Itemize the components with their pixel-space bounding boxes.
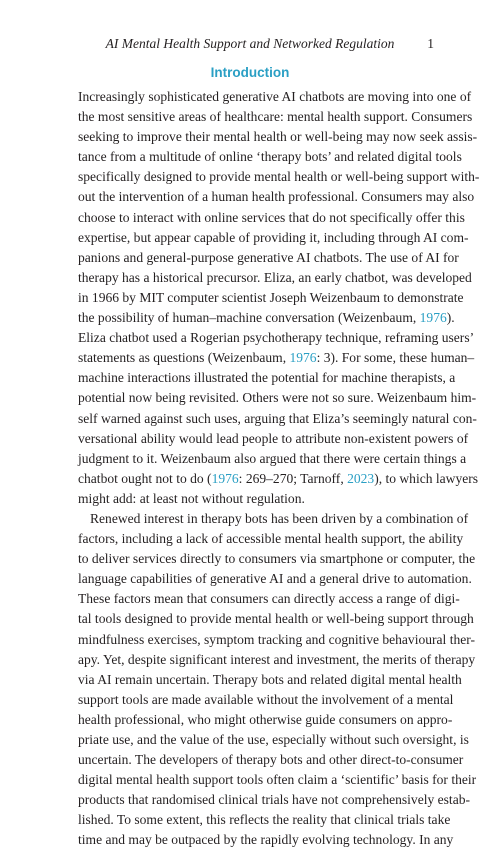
text-line: seeking to improve their mental health or well-being may now seek assis- — [78, 129, 478, 145]
text-line: choose to interact with online services that do not specifically offer this — [78, 209, 465, 225]
text-line: These factors mean that consumers can directly access a range of digi- — [78, 591, 460, 607]
text-line: tance from a multitude of online ‘therapy bots’ and related digital tools — [78, 149, 462, 165]
text-line: versational ability would lead people to attribute non-existent powers of — [78, 430, 469, 446]
text-line: Eliza chatbot used a Rogerian psychotherapy technique, reframing users’ — [78, 330, 475, 346]
text-line: out the intervention of a human health professional. Consumers may also — [78, 189, 475, 205]
text-line: Renewed interest in therapy bots has been driven by a combination of — [90, 510, 469, 526]
text-line: self warned against such uses, arguing that Eliza’s seemingly natural con- — [78, 410, 477, 426]
text-line: via AI remain uncertain. Therapy bots and related digital mental health — [78, 671, 462, 687]
text-line: tal tools designed to provide mental health or well-being support through — [78, 611, 474, 627]
text-line: time and may be outpaced by the rapidly evolving technology. In any — [78, 832, 454, 848]
text-line: mindfulness exercises, symptom tracking and cognitive behavioural ther- — [78, 631, 475, 647]
text-line: chatbot ought not to do (1976: 269–270; Tarnoff, 2023), to which lawyers — [78, 470, 479, 486]
text-line: statements as questions (Weizenbaum, 1976: 3). For some, these human– — [78, 350, 475, 366]
text-line: might add: at least not without regulation. — [78, 490, 305, 506]
citation-link[interactable]: 2023 — [347, 470, 375, 486]
text-line: panions and general-purpose generative AI chatbots. The use of AI for — [78, 249, 459, 265]
text-line: uncertain. The developers of therapy bots and other direct-to-consumer — [78, 752, 464, 768]
text-line: priate use, and the value of the use, especially without such oversight, is — [78, 732, 469, 747]
text-line: support tools are made available without the involvement of a mental — [78, 691, 454, 707]
text-line: digital mental health support tools often claim a ‘scientific’ basis for their — [78, 772, 477, 788]
paragraph-2 — [78, 509, 477, 851]
text-line: specifically designed to provide mental health or well-being support with- — [78, 169, 480, 185]
citation-link[interactable]: 1976 — [419, 310, 447, 326]
text-line: judgment to it. Weizenbaum also argued that there were certain things a — [78, 450, 467, 466]
text-line: Increasingly sophisticated generative AI chatbots are moving into one of — [78, 89, 472, 104]
text-line: lished. To some extent, this reflects the reality that clinical trials take — [78, 812, 451, 828]
text-line: to deliver services directly to consumers via smartphone or computer, the — [78, 551, 476, 567]
body-text — [78, 87, 480, 851]
page-number: 1 — [427, 36, 434, 51]
text-line: the most sensitive areas of healthcare: mental health support. Consumers — [78, 109, 473, 125]
text-line: expertise, but appear capable of providing it, including through AI com- — [78, 229, 469, 245]
text-line: potential now being revisited. Others were not so sure. Weizenbaum him- — [78, 390, 477, 406]
text-line: the possibility of human–machine conversation (Weizenbaum, 1976). — [78, 310, 455, 326]
running-head: AI Mental Health Support and Networked Regulation — [105, 36, 395, 51]
text-line: factors, including a lack of accessible mental health support, the ability — [78, 531, 464, 547]
citation-link[interactable]: 1976 — [211, 470, 239, 486]
paragraph-1 — [78, 87, 480, 509]
text-line: machine interactions illustrated the potential for machine therapists, a — [78, 370, 456, 386]
section-title: Introduction — [210, 65, 290, 80]
citation-link[interactable]: 1976 — [289, 350, 317, 366]
text-line: in 1966 by MIT computer scientist Joseph Weizenbaum to demonstrate — [78, 289, 464, 305]
text-line: health professional, who might otherwise guide consumers on appro- — [78, 711, 453, 727]
text-line: products that randomised clinical trials have not comprehensively estab- — [78, 792, 470, 808]
text-line: therapy has a historical precursor. Eliza, an early chatbot, was developed — [78, 269, 472, 285]
text-line: language capabilities of generative AI and a general drive to automation. — [78, 571, 472, 587]
text-line: apy. Yet, despite significant interest and investment, the merits of therapy — [78, 651, 476, 667]
